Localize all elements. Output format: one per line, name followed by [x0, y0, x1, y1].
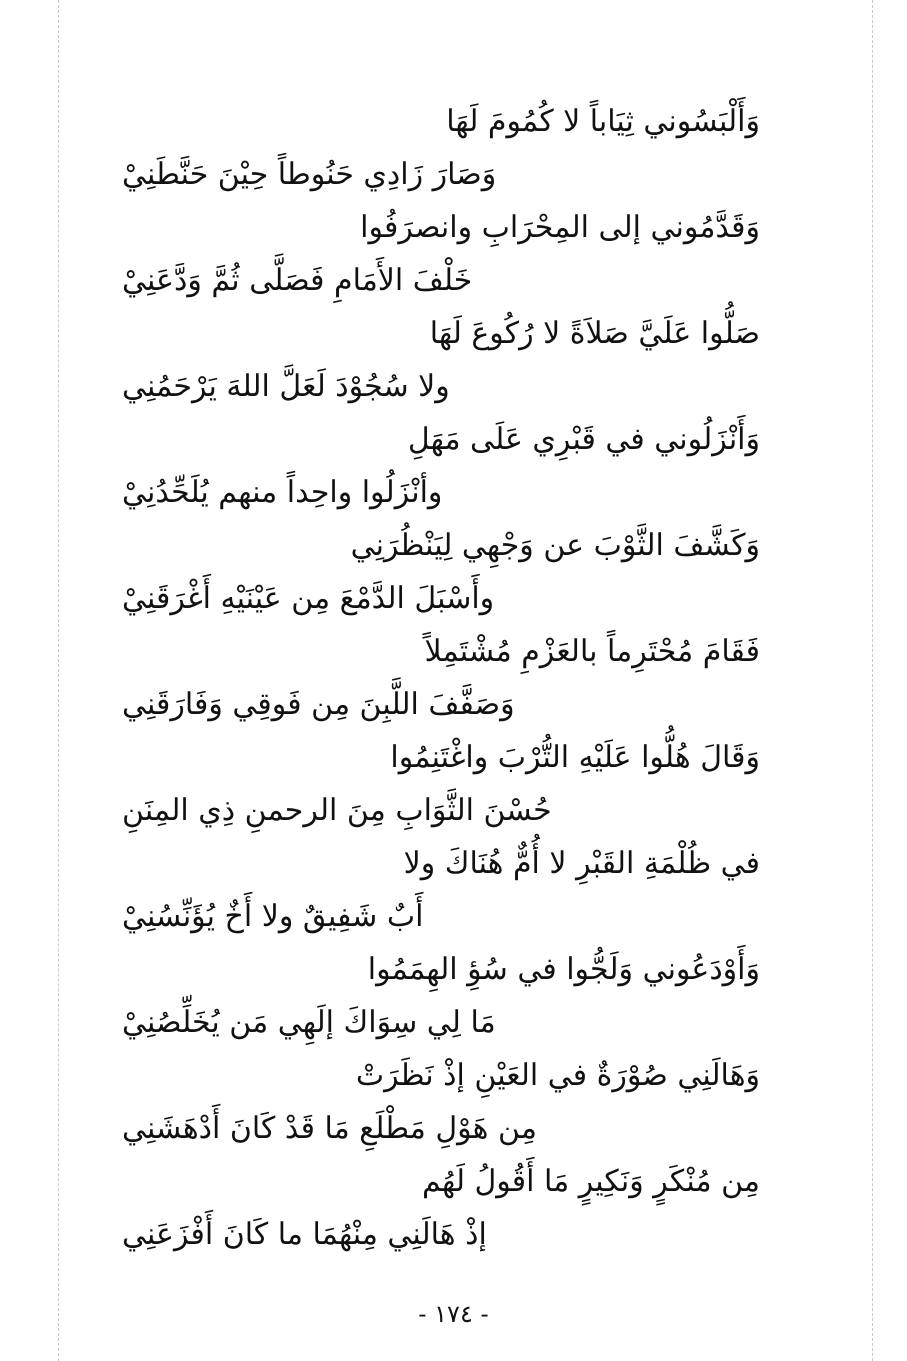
- verse-first-hemistich: فَقَامَ مُحْتَرِماً بالعَزْمِ مُشْتَمِلاً: [424, 634, 760, 669]
- verse-first-hemistich: وَهَالَنِي صُوْرَةٌ في العَيْنِ إذْ نَظَرَتْ: [355, 1058, 760, 1093]
- verse: [110, 1156, 760, 1262]
- verse: [110, 626, 760, 732]
- verse-second-hemistich: ولا سُجُوْدَ لَعَلَّ اللهَ يَرْحَمُنِي: [122, 369, 450, 404]
- verse-second-hemistich: خَلْفَ الأَمَامِ فَصَلَّى ثُمَّ وَدَّعَنِيْ: [122, 263, 473, 298]
- verse-second-hemistich: وَصَفَّفَ اللَّبِنَ مِن فَوقِي وَفَارَقَنِي: [122, 687, 515, 722]
- verse-first-hemistich: في ظُلْمَةِ القَبْرِ لا أُمٌّ هُنَاكَ ولا: [403, 846, 760, 881]
- verse-second-hemistich: أَبٌ شَفِيقٌ ولا أَخٌ يُؤَنِّسُنِيْ: [122, 899, 424, 934]
- verse: [110, 732, 760, 838]
- verse-first-hemistich: وَأَلْبَسُوني ثِيَاباً لا كُمُومَ لَهَا: [446, 104, 760, 139]
- verse: [110, 96, 760, 202]
- verse: [110, 1050, 760, 1156]
- verse: [110, 202, 760, 308]
- verse-second-hemistich: وأنْزَلُوا واحِداً منهم يُلَحِّدُنِيْ: [122, 475, 443, 510]
- verse-second-hemistich: وأَسْبَلَ الدَّمْعَ مِن عَيْنَيْهِ أَغْرَقَنِيْ: [122, 581, 495, 616]
- verse: [110, 520, 760, 626]
- verse-second-hemistich: مِن هَوْلِ مَطْلَعِ مَا قَدْ كَانَ أَدْهَشَنِي: [122, 1111, 537, 1146]
- verse: [110, 414, 760, 520]
- page-number: - ١٧٤ -: [418, 1300, 489, 1328]
- verse-second-hemistich: مَا لِي سِوَاكَ إلَهِي مَن يُخَلِّصُنِيْ: [122, 1005, 496, 1040]
- poem-body: [110, 96, 760, 1262]
- verse-first-hemistich: مِن مُنْكَرٍ وَنَكِيرٍ مَا أَقُولُ لَهُم: [422, 1164, 760, 1199]
- verse: [110, 944, 760, 1050]
- scan-edge-left: [58, 0, 59, 1361]
- verse-first-hemistich: صَلُّوا عَلَيَّ صَلاَةً لا رُكُوعَ لَهَا: [429, 316, 760, 351]
- verse-second-hemistich: وَصَارَ زَادِي حَنُوطاً حِيْنَ حَنَّطَنِيْ: [122, 157, 497, 192]
- verse-first-hemistich: وَقَالَ هُلُّوا عَلَيْهِ التُّرْبَ واغْتَنِمُوا: [390, 740, 760, 775]
- verse-first-hemistich: وَأَوْدَعُوني وَلَجُّوا في سُؤِ الهِمَمُوا: [367, 952, 760, 987]
- scan-edge-right: [872, 0, 873, 1361]
- verse: [110, 308, 760, 414]
- verse-first-hemistich: وَكَشَّفَ الثَّوْبَ عن وَجْهِي لِيَنْظُرَنِي: [350, 528, 760, 563]
- verse: [110, 838, 760, 944]
- verse-second-hemistich: إذْ هَالَنِي مِنْهُمَا ما كَانَ أَفْزَعَنِي: [122, 1217, 487, 1252]
- verse-second-hemistich: حُسْنَ الثَّوَابِ مِنَ الرحمنِ ذِي المِنَنِ: [122, 793, 552, 828]
- verse-first-hemistich: وَأَنْزَلُوني في قَبْرِي عَلَى مَهَلِ: [407, 422, 760, 457]
- verse-first-hemistich: وَقَدَّمُوني إلى المِحْرَابِ وانصرَفُوا: [360, 210, 760, 245]
